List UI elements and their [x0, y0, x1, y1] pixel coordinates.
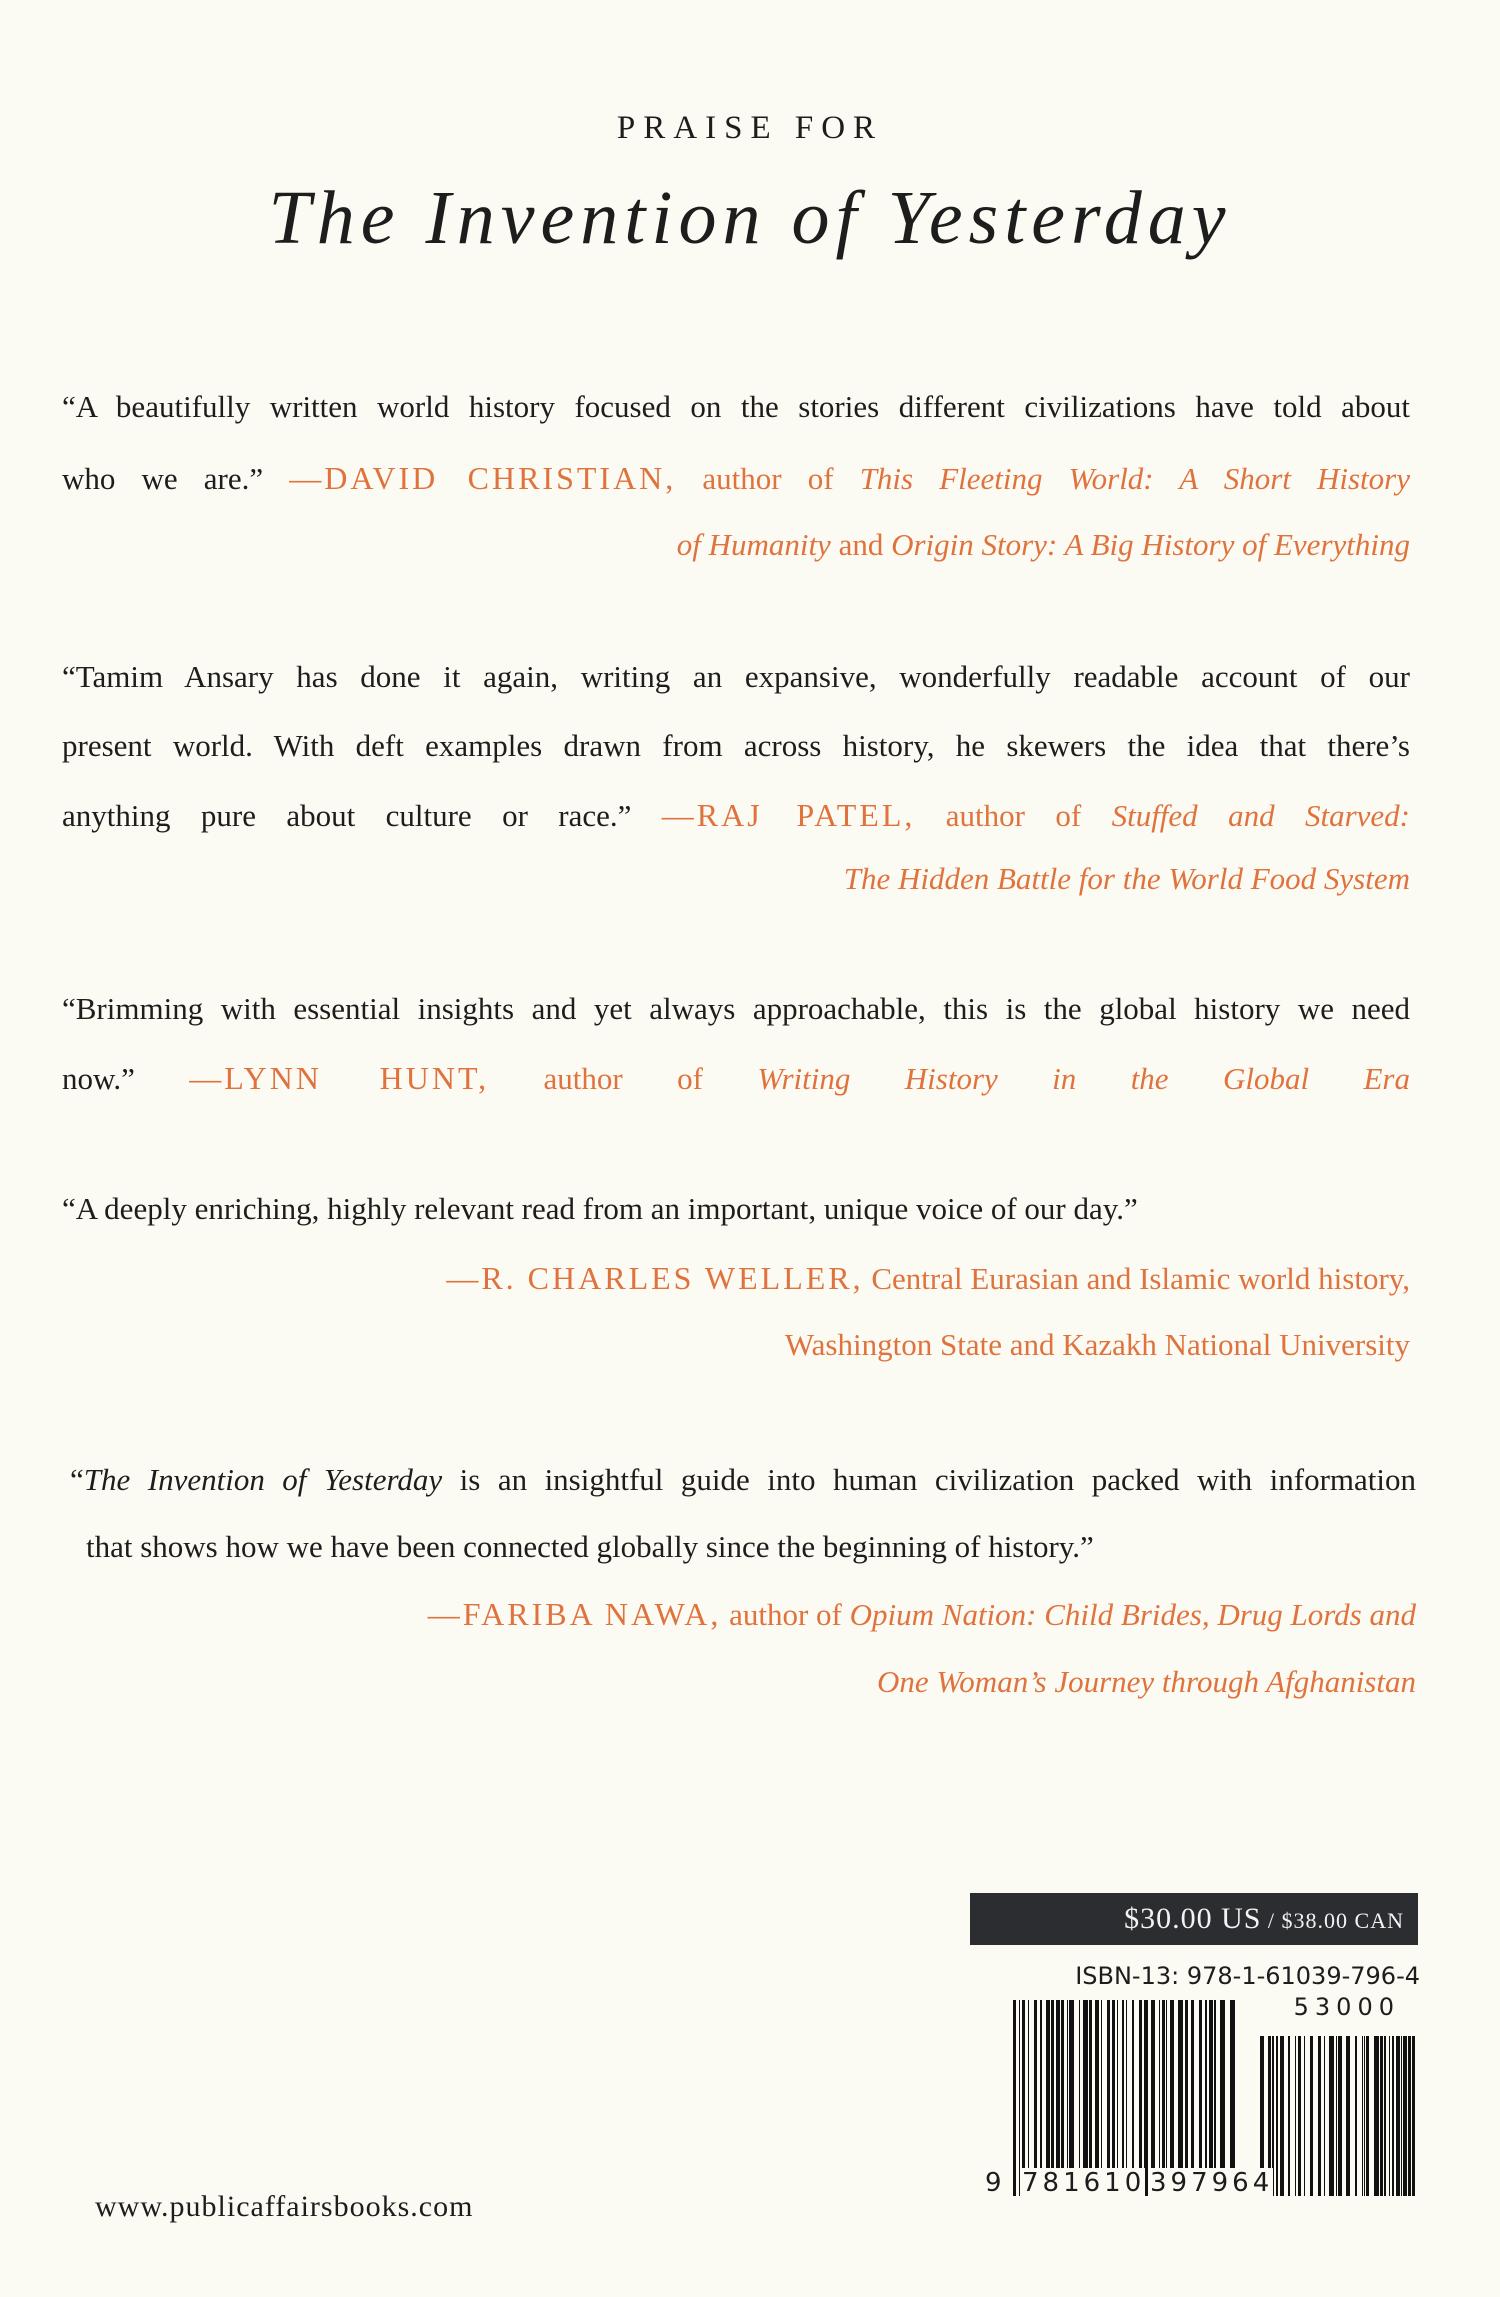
- barcode-bar: [1034, 2000, 1037, 2196]
- barcode-bar: [1151, 2000, 1155, 2196]
- quote-3-line-2: [62, 1058, 1410, 1099]
- barcode-bar: [1329, 2036, 1334, 2196]
- quote-3-line-1: “Brimming with essential insights and yet always approachable, this is the global history we need: [62, 991, 1410, 1026]
- barcode-bar: [1392, 2036, 1394, 2196]
- quote-1-text-end: who we are.”: [62, 461, 264, 496]
- barcode-bar: [1230, 2000, 1235, 2196]
- barcode-bar: [1079, 2000, 1080, 2196]
- isbn: ISBN-13: 978-1-61039-796-4: [1075, 1962, 1420, 1990]
- quote-2-work: Stuffed and Starved:: [1111, 798, 1410, 833]
- barcode-bar: [1178, 2000, 1183, 2196]
- price-can: $38.00 CAN: [1281, 1908, 1404, 1933]
- quote-3-text-end: now.”: [62, 1061, 135, 1096]
- barcode-bar: [1166, 2000, 1167, 2196]
- open-quote: “: [70, 1462, 84, 1497]
- barcode-bar: [1324, 2036, 1325, 2196]
- quote-2-line-2: present world. With deft examples drawn from across history, he skewers the idea that there’s: [62, 728, 1410, 763]
- barcode-lead-digit: 9: [985, 2168, 1006, 2198]
- quote-5-text: is an insightful guide into human civilization packed with information: [442, 1462, 1416, 1497]
- barcode-bar: [1122, 2000, 1124, 2196]
- barcode-bar: [1374, 2036, 1379, 2196]
- barcode-bar: [1022, 2000, 1025, 2196]
- barcode-bar: [1401, 2036, 1402, 2196]
- barcode-bar: [1338, 2036, 1342, 2196]
- quote-4-line-1: “A deeply enriching, highly relevant read from an important, unique voice of our day.”: [62, 1191, 1138, 1226]
- barcode-bar: [1051, 2000, 1054, 2196]
- barcode-bar: [1170, 2000, 1174, 2196]
- work-title: of Humanity: [676, 527, 831, 562]
- quote-5-line-4: One Woman’s Journey through Afghanistan: [876, 1664, 1416, 1699]
- barcode-bar: [1362, 2036, 1363, 2196]
- publisher-url: www.publicaffairsbooks.com: [95, 2190, 474, 2223]
- conjunction: and: [830, 527, 892, 562]
- price-label: [970, 1893, 1418, 1945]
- barcode-bar: [1310, 2036, 1313, 2196]
- barcode-bar: [1162, 2000, 1165, 2196]
- barcode-addon-number: 53000: [1293, 1993, 1400, 2021]
- barcode-bar: [1069, 2000, 1074, 2196]
- barcode-bar: [1403, 2036, 1407, 2196]
- author-of: author of: [915, 798, 1112, 833]
- barcode-bar: [1083, 2000, 1088, 2196]
- barcode-bar: [1346, 2036, 1350, 2196]
- quote-4-line-3: Washington State and Kazakh National University: [784, 1327, 1410, 1362]
- quote-1-line-3: [62, 525, 1410, 565]
- praise-heading: PRAISE FOR: [616, 110, 884, 146]
- quote-2-line-4: The Hidden Battle for the World Food System: [843, 861, 1410, 896]
- quote-1-line-1: “A beautifully written world history focused on the stories different civilizations have told about: [62, 389, 1410, 424]
- barcode-bar: [1067, 2000, 1068, 2196]
- barcode-bar: [1089, 2000, 1092, 2196]
- barcode-bar: [1304, 2036, 1305, 2196]
- quote-1-work: This Fleeting World: A Short History: [859, 461, 1410, 496]
- quote-3-work: Writing History in the Global Era: [757, 1061, 1410, 1096]
- barcode-bar: [1040, 2000, 1042, 2196]
- quote-4-author: —R. CHARLES WELLER,: [446, 1260, 864, 1296]
- barcode-bar: [1355, 2036, 1357, 2196]
- price-separator: /: [1261, 1908, 1282, 1933]
- barcode-bar: [1095, 2000, 1099, 2196]
- barcode-bar: [1396, 2036, 1400, 2196]
- barcode-bar: [1013, 2000, 1016, 2196]
- barcode-bar: [1028, 2000, 1029, 2196]
- quote-5-book-title: The Invention of Yesterday: [83, 1462, 443, 1497]
- barcode-bar: [1191, 2000, 1194, 2196]
- barcode-bar: [1408, 2036, 1411, 2196]
- barcode-bar: [1364, 2036, 1365, 2196]
- author-of: author of: [676, 461, 860, 496]
- quote-5-work: Opium Nation: Child Brides, Drug Lords and: [849, 1597, 1416, 1632]
- barcode-bar: [1056, 2000, 1060, 2196]
- author-of: author of: [721, 1597, 850, 1632]
- quote-3-author: —LYNN HUNT,: [189, 1060, 490, 1096]
- barcode-bar: [1220, 2000, 1225, 2196]
- quote-1-author: —DAVID CHRISTIAN,: [289, 460, 677, 496]
- barcode-bar: [1126, 2000, 1127, 2196]
- barcode-bar: [1159, 2000, 1160, 2196]
- barcode-bar: [1384, 2036, 1386, 2196]
- barcode-bar: [1199, 2000, 1202, 2196]
- quote-2-line-3: [62, 795, 1410, 836]
- barcode-bar: [1295, 2036, 1296, 2196]
- quote-5-line-3: [62, 1594, 1416, 1635]
- book-title: The Invention of Yesterday: [268, 176, 1232, 260]
- barcode-bar: [1366, 2036, 1369, 2196]
- barcode-bar: [1112, 2000, 1115, 2196]
- quote-1-line-2: [62, 458, 1410, 499]
- barcode-bar: [1209, 2000, 1213, 2196]
- quote-2-author: —RAJ PATEL,: [661, 797, 916, 833]
- barcode-bar: [1144, 2000, 1148, 2196]
- barcode-bar: [1205, 2000, 1207, 2196]
- barcode-bar: [1117, 2000, 1118, 2196]
- barcode-bar: [1380, 2036, 1383, 2196]
- quote-4-line-2: [62, 1258, 1410, 1299]
- quote-5-line-1: [70, 1460, 1416, 1500]
- barcode-bar: [1318, 2036, 1321, 2196]
- price-us: $30.00 US: [1124, 1902, 1262, 1935]
- barcode-bar: [1101, 2000, 1102, 2196]
- quote-5-line-2: that shows how we have been connected globally since the beginning of history.”: [86, 1529, 1094, 1564]
- barcode-bar: [1412, 2036, 1415, 2196]
- barcode-bar: [1046, 2000, 1050, 2196]
- barcode-bar: [1107, 2000, 1110, 2196]
- barcode-bar: [1288, 2036, 1290, 2196]
- quote-2-line-1: “Tamim Ansary has done it again, writing an expansive, wonderfully readable account of our: [62, 659, 1410, 694]
- barcode-group-2: 397964: [1150, 2168, 1274, 2198]
- barcode-bar: [1061, 2000, 1064, 2196]
- barcode-bar: [1185, 2000, 1188, 2196]
- work-title: Origin Story: A Big History of Everything: [891, 527, 1410, 562]
- author-of: author of: [489, 1061, 758, 1096]
- barcode-bar: [1132, 2000, 1134, 2196]
- barcode-bar: [1276, 2036, 1278, 2196]
- barcode-bar: [1214, 2000, 1216, 2196]
- quote-2-text-end: anything pure about culture or race.”: [62, 798, 632, 833]
- barcode-bar: [1389, 2036, 1390, 2196]
- barcode-bar: [1019, 2000, 1020, 2196]
- barcode-bar: [1280, 2036, 1284, 2196]
- barcode-bar: [1139, 2000, 1142, 2196]
- barcode-bar: [1298, 2036, 1301, 2196]
- barcode-bar: [1336, 2036, 1337, 2196]
- barcode-group-1: 781610: [1022, 2168, 1146, 2198]
- quote-4-affiliation: Central Eurasian and Islamic world history,: [863, 1261, 1410, 1296]
- quote-5-author: —FARIBA NAWA,: [427, 1596, 722, 1632]
